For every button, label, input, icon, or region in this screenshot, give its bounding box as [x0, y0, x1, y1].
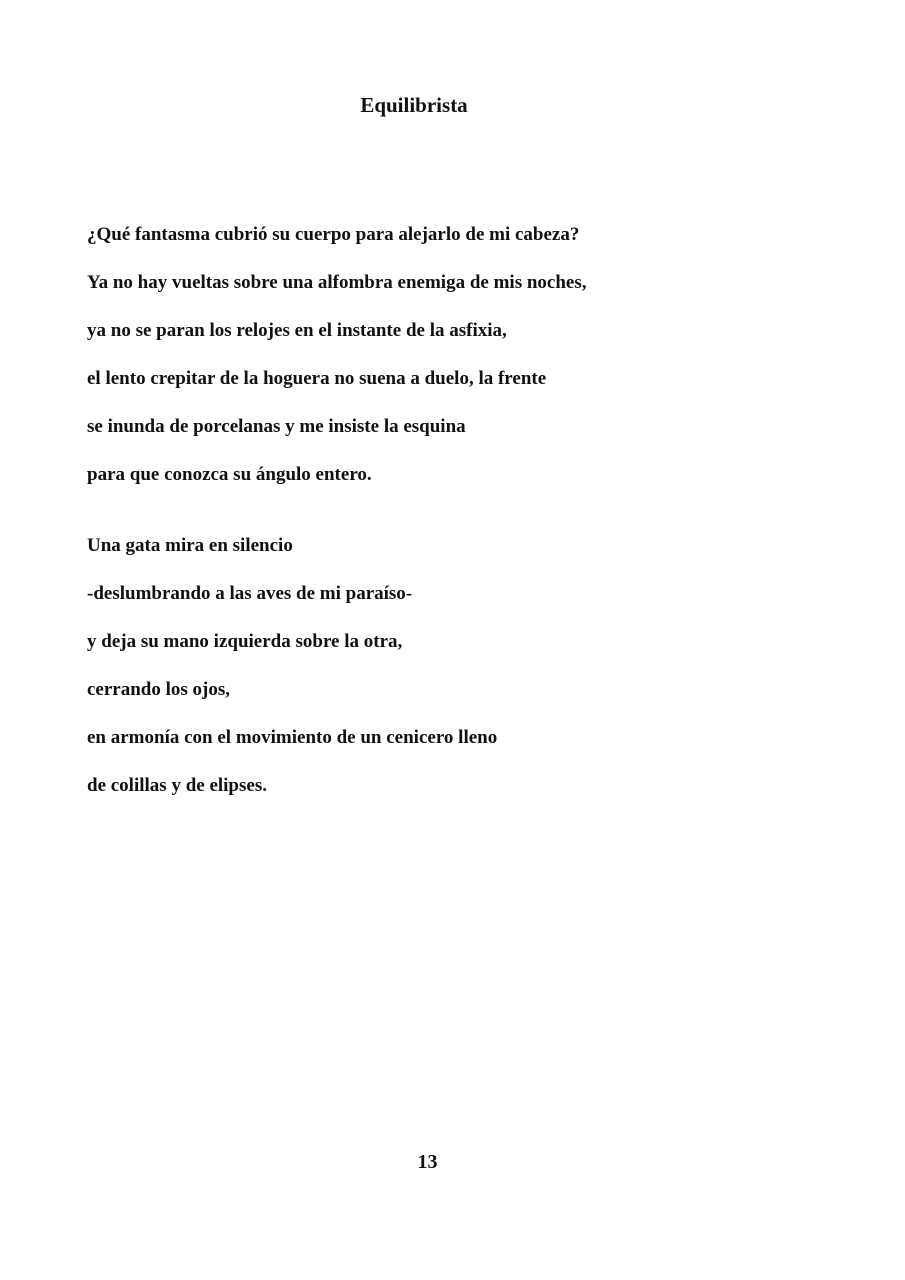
- poem-line: se inunda de porcelanas y me insiste la esquina: [87, 416, 466, 437]
- poem-line: el lento crepitar de la hoguera no suena a duelo, la frente: [87, 368, 547, 389]
- stanza-2: [87, 522, 807, 810]
- poem-line: y deja su mano izquierda sobre la otra,: [87, 631, 403, 652]
- poem-line: -deslumbrando a las aves de mi paraíso-: [87, 583, 413, 604]
- page-number: 13: [417, 1151, 438, 1173]
- poem-line: Ya no hay vueltas sobre una alfombra enemiga de mis noches,: [87, 272, 587, 293]
- poem-line: en armonía con el movimiento de un cenicero lleno: [87, 727, 498, 748]
- poem-line: ¿Qué fantasma cubrió su cuerpo para alejarlo de mi cabeza?: [87, 224, 580, 245]
- stanza-1: [87, 211, 807, 499]
- poem-line: ya no se paran los relojes en el instante de la asfixia,: [87, 320, 507, 341]
- poem-line: cerrando los ojos,: [87, 679, 231, 700]
- poem-line: Una gata mira en silencio: [87, 535, 293, 556]
- poem-title: Equilibrista: [360, 93, 468, 117]
- poem-line: para que conozca su ángulo entero.: [87, 464, 372, 485]
- poem-line: de colillas y de elipses.: [87, 775, 267, 796]
